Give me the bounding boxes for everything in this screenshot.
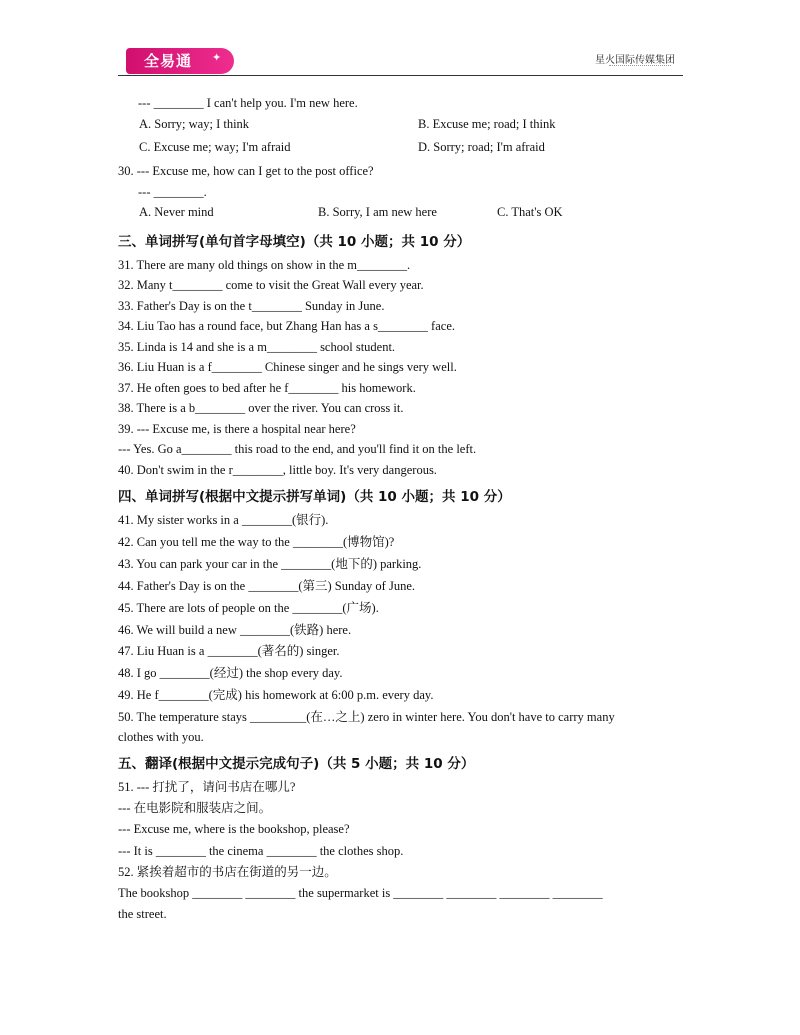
q46: 46. We will build a new ________(铁路) here. <box>118 623 352 637</box>
q52-chinese: 52. 紧挨着超市的书店在街道的另一边。 <box>118 865 337 879</box>
q40: 40. Don't swim in the r________, little boy. It's very dangerous. <box>118 463 437 477</box>
q39-answer: --- Yes. Go a________ this road to the end, and you'll find it on the left. <box>118 442 477 456</box>
q33: 33. Father's Day is on the t________ Sunday in June. <box>118 299 385 313</box>
q36: 36. Liu Huan is a f________ Chinese singer and he sings very well. <box>118 360 457 374</box>
q38: 38. There is a b________ over the river. You can cross it. <box>118 401 404 415</box>
q30-option-a: A. Never mind <box>139 205 214 219</box>
q29-option-a: A. Sorry; way; I think <box>139 117 250 131</box>
q51-english-answer: --- It is ________ the cinema ________ the clothes shop. <box>118 844 404 858</box>
q37: 37. He often goes to bed after he f________ his homework. <box>118 381 416 395</box>
q44: 44. Father's Day is on the ________(第三) Sunday of June. <box>118 579 416 593</box>
q49: 49. He f________(完成) his homework at 6:00 p.m. every day. <box>118 688 434 702</box>
q47: 47. Liu Huan is a ________(著名的) singer. <box>118 644 340 658</box>
q45: 45. There are lots of people on the ________(广场). <box>118 601 379 615</box>
q48: 48. I go ________(经过) the shop every day. <box>118 666 343 680</box>
q41: 41. My sister works in a ________(银行). <box>118 513 329 527</box>
q29-option-d: D. Sorry; road; I'm afraid <box>418 140 545 154</box>
q30-option-b: B. Sorry, I am new here <box>318 205 437 219</box>
section3-heading: 三、单词拼写(单句首字母填空)（共 10 小题；共 10 分） <box>118 234 471 250</box>
q35: 35. Linda is 14 and she is a m________ school student. <box>118 340 396 354</box>
q50: 50. The temperature stays _________(在…之上) zero in winter here. You don't have to carry many <box>118 710 615 724</box>
q51-english: --- Excuse me, where is the bookshop, please? <box>118 822 350 836</box>
q34: 34. Liu Tao has a round face, but Zhang Han has a s________ face. <box>118 319 455 333</box>
q52-english: The bookshop ________ ________ the supermarket is ________ ________ ________ ________ <box>118 886 603 900</box>
q29-option-b: B. Excuse me; road; I think <box>418 117 556 131</box>
q29-answer-line: --- ________ I can't help you. I'm new here. <box>138 96 358 110</box>
section5-heading: 五、翻译(根据中文提示完成句子)（共 5 小题；共 10 分） <box>118 756 475 772</box>
page-header <box>118 44 683 76</box>
q31: 31. There are many old things on show in the m________. <box>118 258 411 272</box>
q51-chinese: 51. --- 打扰了，请问书店在哪儿? <box>118 780 296 794</box>
publisher-underline <box>609 65 671 68</box>
q30-answer-line: --- ________. <box>138 185 207 199</box>
q43: 43. You can park your car in the ________(地下的) parking. <box>118 557 422 571</box>
q32: 32. Many t________ come to visit the Great Wall every year. <box>118 278 424 292</box>
q50-continued: clothes with you. <box>118 730 204 744</box>
q42: 42. Can you tell me the way to the ________(博物馆)? <box>118 535 395 549</box>
q30-question: 30. --- Excuse me, how can I get to the post office? <box>118 164 374 178</box>
q39: 39. --- Excuse me, is there a hospital near here? <box>118 422 356 436</box>
q30-option-c: C. That's OK <box>497 205 563 219</box>
sparkle-icon: ✦ <box>212 52 222 64</box>
brand-logo <box>126 48 234 74</box>
q29-option-c: C. Excuse me; way; I'm afraid <box>139 140 291 154</box>
q52-english-continued: the street. <box>118 907 167 921</box>
header-rule <box>118 75 683 76</box>
q51-chinese-answer: --- 在电影院和服装店之间。 <box>118 801 272 815</box>
logo-text: 全易通 <box>144 52 193 70</box>
section4-heading: 四、单词拼写(根据中文提示拼写单词)（共 10 小题；共 10 分） <box>118 489 511 505</box>
publisher-name: 星火国际传媒集团 <box>595 55 675 66</box>
